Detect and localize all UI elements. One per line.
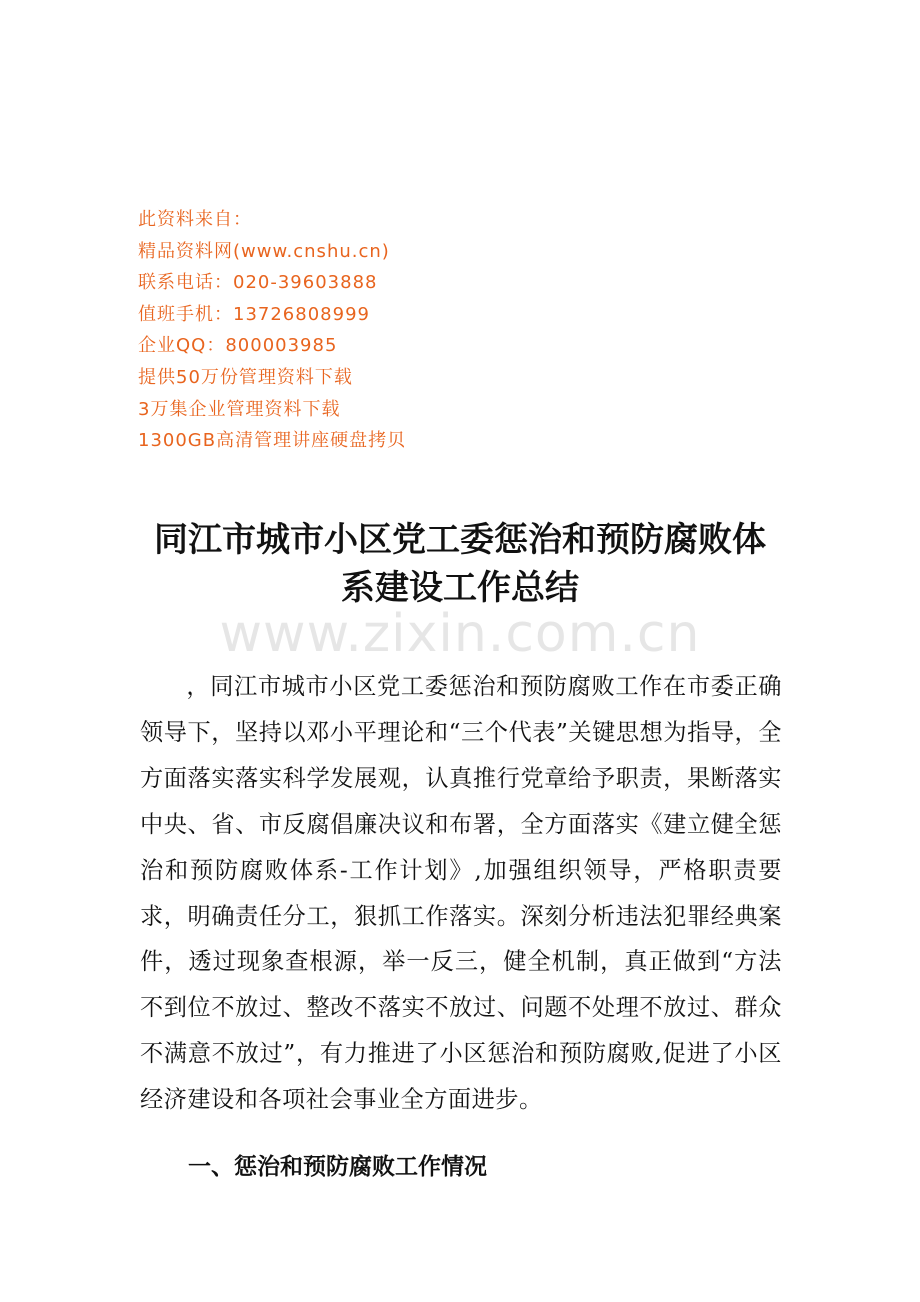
source-info-block (138, 204, 406, 457)
watermark: www.zixin.com.cn (219, 604, 701, 664)
document-title-line-1: 同江市城市小区党工委惩治和预防腐败体 (154, 520, 766, 560)
source-line-offer-videos: 3万集企业管理资料下载 (138, 398, 341, 420)
document-title-line-2: 系建设工作总结 (341, 568, 579, 608)
body-paragraph: ，同江市城市小区党工委惩治和预防腐败工作在市委正确领导下，坚持以邓小平理论和“三个代表”关键思想为指导，全方面落实落实科学发展观，认真推行党章给予职责，果断落实中央、省、市反腐倡廉决议和布署，全方面落实《建立健全惩治和预防腐败体系-工作计划》,加强组织领导，严格职责要求，明确责任分工，狠抓工作落实。深刻分析违法犯罪经典案件，透过现象查根源，举一反三，健全机制，真正做到“方法不到位不放过、整改不落实不放过、问题不处理不放过、群众不满意不放过”，有力推进了小区惩治和预防腐败,促进了小区经济建设和各项社会事业全方面进步。 (140, 673, 782, 1114)
section-heading: 一、惩治和预防腐败工作情况 (188, 1154, 487, 1180)
source-line-offer-lectures: 1300GB高清管理讲座硬盘拷贝 (138, 430, 407, 452)
source-line-phone: 联系电话：020-39603888 (138, 272, 378, 294)
source-line-intro: 此资料来自： (138, 209, 252, 230)
source-line-mobile: 值班手机：13726808999 (138, 303, 370, 325)
source-line-qq: 企业QQ：800003985 (138, 335, 338, 357)
source-line-offer-docs: 提供50万份管理资料下载 (138, 366, 353, 388)
source-line-website: 精品资料网(www.cnshu.cn) (138, 240, 390, 262)
document-title (0, 516, 920, 612)
